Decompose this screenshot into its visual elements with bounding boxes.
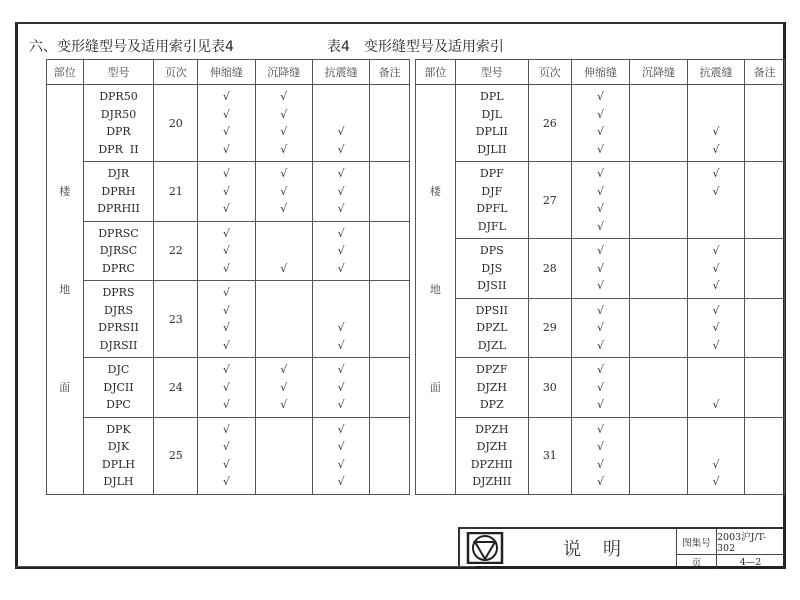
column-header: 型号 — [83, 60, 154, 85]
check-mark-icon: √ — [222, 226, 230, 240]
column-header: 抗震缝 — [687, 60, 744, 85]
model-code: DPF — [479, 167, 504, 180]
column-header: 沉降缝 — [255, 60, 312, 85]
check-mark-icon — [256, 421, 312, 439]
page-cell: 25 — [154, 417, 198, 494]
note-cell — [370, 417, 410, 494]
index-table-left — [46, 59, 410, 495]
location-cell — [47, 85, 84, 495]
check-mark-icon — [688, 106, 744, 124]
model-code: DJR — [107, 167, 130, 180]
check-mark-icon: √ — [280, 398, 288, 411]
check-mark-icon: √ — [337, 202, 345, 215]
model-code: DPZH — [475, 422, 509, 436]
check-mark-icon — [688, 200, 744, 218]
expansion-joint-cell — [571, 239, 630, 299]
check-mark-icon: √ — [712, 338, 720, 352]
note-cell — [745, 298, 785, 358]
check-mark-icon: √ — [596, 261, 604, 275]
check-mark-icon: √ — [222, 303, 230, 317]
check-mark-icon: √ — [596, 363, 604, 376]
check-mark-icon: √ — [337, 380, 345, 394]
expansion-joint-cell — [198, 358, 255, 418]
check-mark-icon — [256, 242, 312, 260]
expansion-joint-cell — [571, 85, 630, 162]
check-mark-icon — [630, 165, 686, 183]
check-mark-icon — [630, 379, 686, 397]
note-cell — [745, 239, 785, 299]
table-caption — [327, 36, 518, 56]
seismic-joint-cell — [687, 85, 744, 162]
model-cell — [83, 417, 154, 494]
check-mark-icon: √ — [596, 303, 604, 317]
settlement-joint-cell — [630, 85, 687, 162]
expansion-joint-cell — [571, 417, 630, 494]
model-code: DPK — [106, 422, 131, 436]
expansion-joint-cell — [571, 162, 630, 239]
seismic-joint-cell — [312, 417, 369, 494]
column-header: 伸缩缝 — [571, 60, 630, 85]
check-mark-icon: √ — [712, 303, 720, 317]
check-mark-icon: √ — [596, 202, 604, 215]
settlement-joint-cell — [255, 358, 312, 418]
check-mark-icon — [313, 88, 369, 106]
check-mark-icon: √ — [337, 125, 345, 138]
check-mark-icon — [630, 88, 686, 106]
check-mark-icon — [630, 200, 686, 218]
check-mark-icon: √ — [222, 167, 230, 180]
table-number: 表4 — [327, 39, 350, 55]
table-title: 变形缝型号及适用索引 — [363, 39, 504, 55]
check-mark-icon — [256, 225, 312, 243]
check-mark-icon: √ — [280, 125, 288, 138]
model-cell — [455, 417, 528, 494]
check-mark-icon: √ — [712, 244, 720, 257]
check-mark-icon: √ — [712, 475, 720, 488]
check-mark-icon: √ — [712, 184, 720, 198]
model-code: DJCII — [103, 380, 134, 394]
note-cell — [745, 417, 785, 494]
expansion-joint-cell — [198, 162, 255, 222]
page-cell: 29 — [528, 298, 571, 358]
check-mark-icon — [256, 438, 312, 456]
model-code: DJL — [481, 107, 503, 121]
table-row — [416, 162, 785, 239]
check-mark-icon — [630, 141, 686, 159]
check-mark-icon — [630, 260, 686, 278]
check-mark-icon: √ — [280, 380, 288, 394]
table-row — [416, 298, 785, 358]
column-header: 页次 — [154, 60, 198, 85]
check-mark-icon — [630, 218, 686, 236]
column-header: 沉降缝 — [630, 60, 687, 85]
check-mark-icon: √ — [337, 422, 345, 436]
page-cell: 26 — [528, 85, 571, 162]
check-mark-icon: √ — [222, 457, 230, 471]
check-mark-icon — [630, 319, 686, 337]
location-char: 地 — [429, 283, 441, 297]
check-mark-icon: √ — [596, 219, 604, 233]
check-mark-icon: √ — [596, 457, 604, 471]
check-mark-icon — [688, 218, 744, 236]
check-mark-icon — [313, 302, 369, 320]
check-mark-icon — [256, 319, 312, 337]
check-mark-icon: √ — [222, 107, 230, 121]
table-row — [47, 358, 410, 418]
check-mark-icon: √ — [596, 338, 604, 352]
location-char: 楼 — [429, 184, 441, 198]
check-mark-icon: √ — [280, 261, 288, 275]
column-header: 部位 — [416, 60, 456, 85]
model-cell — [455, 239, 528, 299]
check-mark-icon: √ — [222, 398, 230, 411]
settlement-joint-cell — [630, 239, 687, 299]
check-mark-icon: √ — [596, 422, 604, 436]
model-cell — [455, 298, 528, 358]
check-mark-icon: √ — [596, 440, 604, 453]
check-mark-icon — [688, 379, 744, 397]
table-row — [47, 85, 410, 162]
check-mark-icon: √ — [222, 475, 230, 488]
settlement-joint-cell — [255, 281, 312, 358]
check-mark-icon — [688, 88, 744, 106]
check-mark-icon: √ — [337, 226, 345, 240]
check-mark-icon: √ — [222, 244, 230, 257]
seismic-joint-cell — [687, 417, 744, 494]
check-mark-icon — [630, 438, 686, 456]
check-mark-icon: √ — [596, 125, 604, 138]
check-mark-icon: √ — [222, 184, 230, 198]
page-cell: 24 — [154, 358, 198, 418]
expansion-joint-cell — [571, 298, 630, 358]
model-code: DPC — [106, 398, 131, 411]
check-mark-icon: √ — [596, 279, 604, 292]
note-cell — [370, 221, 410, 281]
model-cell — [83, 281, 154, 358]
page-cell: 20 — [154, 85, 198, 162]
note-cell — [370, 162, 410, 222]
location-char: 面 — [429, 381, 441, 395]
check-mark-icon — [688, 438, 744, 456]
check-mark-icon — [630, 396, 686, 414]
seismic-joint-cell — [312, 281, 369, 358]
check-mark-icon — [630, 183, 686, 201]
index-table-right — [415, 59, 785, 495]
check-mark-icon: √ — [712, 142, 720, 156]
note-cell — [370, 85, 410, 162]
model-cell — [83, 358, 154, 418]
table-row — [47, 417, 410, 494]
model-code: DPZL — [476, 321, 508, 334]
check-mark-icon: √ — [222, 422, 230, 436]
check-mark-icon: √ — [222, 261, 230, 275]
model-code: DPLH — [101, 457, 136, 471]
page-cell: 21 — [154, 162, 198, 222]
model-code: DJF — [481, 184, 503, 198]
check-mark-icon: √ — [222, 286, 230, 299]
model-code: DJRSII — [99, 338, 138, 352]
table-row — [47, 162, 410, 222]
standard-logo-icon — [460, 529, 510, 566]
check-mark-icon: √ — [222, 380, 230, 394]
check-mark-icon — [630, 337, 686, 355]
check-mark-icon — [313, 106, 369, 124]
check-mark-icon — [256, 302, 312, 320]
check-mark-icon: √ — [596, 142, 604, 156]
settlement-joint-cell — [255, 85, 312, 162]
seismic-joint-cell — [312, 85, 369, 162]
check-mark-icon: √ — [596, 107, 604, 121]
seismic-joint-cell — [687, 358, 744, 418]
column-header: 抗震缝 — [312, 60, 369, 85]
atlas-label: 图集号 — [677, 529, 717, 555]
model-code: DJS — [481, 261, 503, 275]
check-mark-icon: √ — [222, 125, 230, 138]
model-code: DJR50 — [100, 107, 137, 121]
check-mark-icon: √ — [337, 338, 345, 352]
model-code: DPS — [479, 244, 504, 257]
check-mark-icon: √ — [280, 167, 288, 180]
check-mark-icon — [630, 277, 686, 295]
model-code: DPRC — [102, 261, 135, 275]
check-mark-icon: √ — [337, 398, 345, 411]
check-mark-icon — [630, 361, 686, 379]
check-mark-icon: √ — [280, 90, 288, 103]
check-mark-icon: √ — [337, 475, 345, 488]
title-block-divider — [15, 566, 475, 567]
model-code: DPFL — [476, 202, 508, 215]
expansion-joint-cell — [198, 221, 255, 281]
seismic-joint-cell — [687, 239, 744, 299]
check-mark-icon: √ — [596, 398, 604, 411]
model-code: DPR50 — [99, 90, 138, 103]
model-code: DPSII — [475, 303, 509, 317]
model-code: DJFL — [477, 219, 506, 233]
column-header: 型号 — [455, 60, 528, 85]
settlement-joint-cell — [630, 162, 687, 239]
check-mark-icon: √ — [337, 261, 345, 275]
check-mark-icon — [630, 421, 686, 439]
check-mark-icon: √ — [596, 380, 604, 394]
check-mark-icon: √ — [596, 475, 604, 488]
model-code: DJLII — [477, 142, 507, 156]
note-cell — [370, 281, 410, 358]
check-mark-icon — [256, 337, 312, 355]
page-cell: 31 — [528, 417, 571, 494]
model-code: DJK — [107, 440, 130, 453]
model-code: DJZHII — [472, 475, 512, 488]
model-cell — [455, 162, 528, 239]
settlement-joint-cell — [255, 417, 312, 494]
check-mark-icon — [256, 473, 312, 491]
page-cell: 30 — [528, 358, 571, 418]
title-block — [458, 527, 784, 569]
table-row — [47, 281, 410, 358]
check-mark-icon — [313, 284, 369, 302]
note-cell — [745, 85, 785, 162]
column-header: 备注 — [745, 60, 785, 85]
check-mark-icon: √ — [280, 184, 288, 198]
check-mark-icon: √ — [337, 142, 345, 156]
check-mark-icon — [630, 456, 686, 474]
check-mark-icon — [630, 473, 686, 491]
check-mark-icon: √ — [596, 321, 604, 334]
model-cell — [455, 85, 528, 162]
check-mark-icon: √ — [222, 338, 230, 352]
page-cell: 28 — [528, 239, 571, 299]
expansion-joint-cell — [198, 281, 255, 358]
check-mark-icon — [630, 106, 686, 124]
location-char: 地 — [59, 283, 71, 297]
section-heading: 六、变形缝型号及适用索引见表4 — [29, 39, 234, 55]
check-mark-icon: √ — [280, 142, 288, 156]
column-header: 部位 — [47, 60, 84, 85]
expansion-joint-cell — [198, 85, 255, 162]
table-row — [416, 239, 785, 299]
check-mark-icon: √ — [222, 142, 230, 156]
settlement-joint-cell — [630, 358, 687, 418]
settlement-joint-cell — [630, 298, 687, 358]
check-mark-icon: √ — [712, 398, 720, 411]
check-mark-icon: √ — [596, 90, 604, 103]
model-code: DPR II — [98, 142, 139, 156]
check-mark-icon: √ — [337, 167, 345, 180]
expansion-joint-cell — [571, 358, 630, 418]
check-mark-icon — [256, 284, 312, 302]
column-header: 伸缩缝 — [198, 60, 255, 85]
seismic-joint-cell — [687, 298, 744, 358]
check-mark-icon: √ — [222, 363, 230, 376]
check-mark-icon: √ — [712, 261, 720, 275]
title-block-meta — [676, 529, 784, 569]
note-cell — [745, 358, 785, 418]
model-code: DJZH — [476, 380, 508, 394]
seismic-joint-cell — [312, 358, 369, 418]
table-row — [416, 417, 785, 494]
model-code: DPR — [106, 125, 131, 138]
check-mark-icon — [688, 421, 744, 439]
seismic-joint-cell — [312, 162, 369, 222]
model-cell — [83, 85, 154, 162]
location-char: 楼 — [59, 184, 71, 198]
check-mark-icon: √ — [337, 457, 345, 471]
settlement-joint-cell — [255, 221, 312, 281]
location-cell — [416, 85, 456, 495]
check-mark-icon: √ — [712, 457, 720, 471]
check-mark-icon — [688, 361, 744, 379]
check-mark-icon: √ — [337, 244, 345, 257]
model-code: DJC — [107, 363, 130, 376]
model-code: DPZ — [479, 398, 504, 411]
model-cell — [83, 221, 154, 281]
column-header: 页次 — [528, 60, 571, 85]
check-mark-icon: √ — [222, 202, 230, 215]
expansion-joint-cell — [198, 417, 255, 494]
model-cell — [455, 358, 528, 418]
check-mark-icon: √ — [337, 363, 345, 376]
check-mark-icon: √ — [222, 440, 230, 453]
model-code: DPZHII — [470, 457, 513, 471]
table-row — [416, 358, 785, 418]
check-mark-icon: √ — [222, 321, 230, 334]
check-mark-icon: √ — [712, 279, 720, 292]
check-mark-icon: √ — [712, 167, 720, 180]
model-code: DPZF — [476, 363, 508, 376]
seismic-joint-cell — [312, 221, 369, 281]
check-mark-icon: √ — [337, 321, 345, 334]
check-mark-icon: √ — [280, 363, 288, 376]
model-code: DJLH — [103, 475, 134, 488]
check-mark-icon: √ — [596, 184, 604, 198]
check-mark-icon: √ — [337, 184, 345, 198]
model-code: DJRS — [103, 303, 133, 317]
table-header-row — [416, 60, 785, 85]
seismic-joint-cell — [687, 162, 744, 239]
check-mark-icon — [630, 123, 686, 141]
model-cell — [83, 162, 154, 222]
check-mark-icon: √ — [280, 202, 288, 215]
model-code: DPRS — [102, 286, 135, 299]
page-number: 4—2 — [739, 556, 762, 568]
check-mark-icon: √ — [280, 107, 288, 121]
model-code: DPRH — [101, 184, 136, 198]
page-cell: 22 — [154, 221, 198, 281]
note-cell — [370, 358, 410, 418]
model-code: DPRHII — [97, 202, 140, 215]
settlement-joint-cell — [255, 162, 312, 222]
model-code: DJZH — [476, 440, 508, 453]
table-header-row — [47, 60, 410, 85]
location-char: 面 — [59, 381, 71, 395]
check-mark-icon: √ — [596, 244, 604, 257]
model-code: DPRSC — [98, 226, 139, 240]
check-mark-icon: √ — [596, 167, 604, 180]
page-cell: 27 — [528, 162, 571, 239]
table-row — [47, 221, 410, 281]
model-code: DPLII — [475, 125, 508, 138]
atlas-number: 2003沪J/T-302 — [717, 529, 784, 555]
check-mark-icon: √ — [712, 125, 720, 138]
check-mark-icon — [256, 456, 312, 474]
table-row — [416, 85, 785, 162]
model-code: DJSII — [477, 279, 507, 292]
note-cell — [745, 162, 785, 239]
model-code: DPRSII — [98, 321, 139, 334]
model-code: DJRSC — [99, 244, 138, 257]
check-mark-icon: √ — [337, 440, 345, 453]
page-cell: 23 — [154, 281, 198, 358]
title-block-title: 说明 — [563, 538, 643, 560]
check-mark-icon — [630, 242, 686, 260]
check-mark-icon: √ — [712, 321, 720, 334]
check-mark-icon: √ — [222, 90, 230, 103]
model-code: DPL — [480, 90, 504, 103]
settlement-joint-cell — [630, 417, 687, 494]
check-mark-icon — [630, 302, 686, 320]
page-label: 页 — [677, 555, 717, 569]
column-header: 备注 — [370, 60, 410, 85]
model-code: DJZL — [477, 338, 506, 352]
